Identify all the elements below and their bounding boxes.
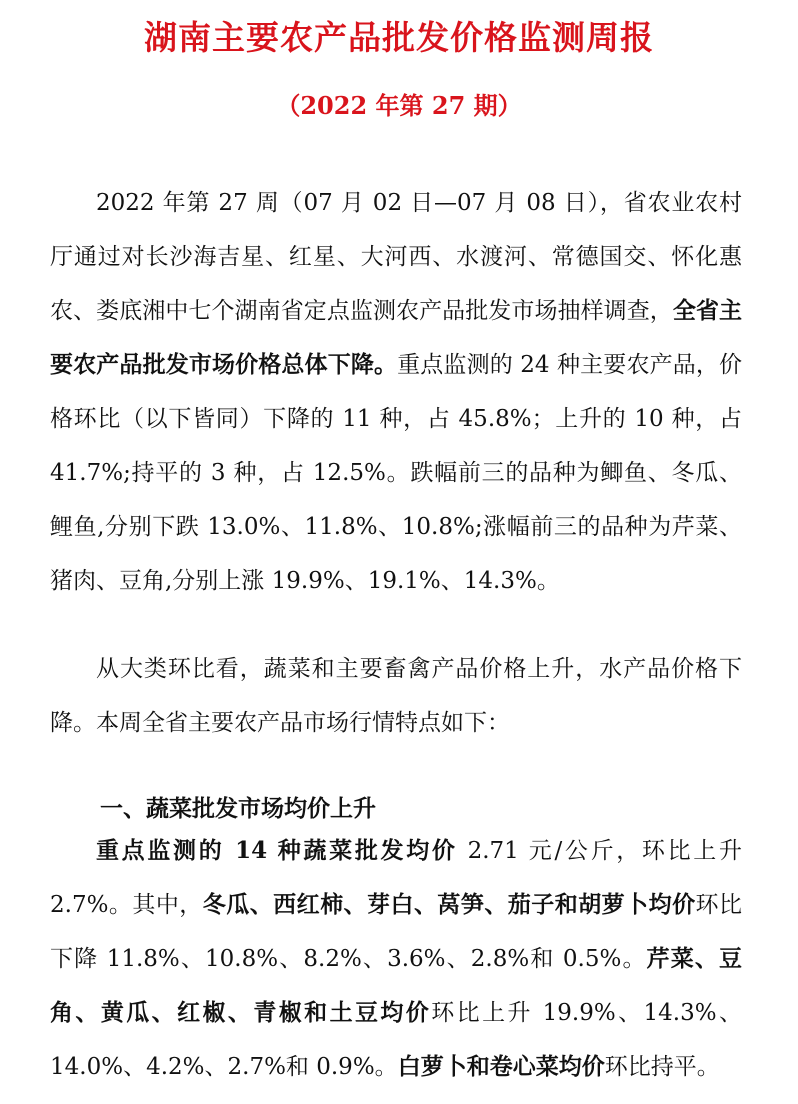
section-heading: 一、蔬菜批发市场均价上升 xyxy=(100,796,376,822)
vegetable-bold-2: 冬瓜、西红柿、芽白、莴笋、茄子和胡萝卜均价 xyxy=(202,891,696,918)
intro-paragraph xyxy=(50,176,742,608)
vegetable-bold-3: 芹菜、豆角、黄瓜、红椒、青椒和土豆均价 xyxy=(50,945,743,1026)
vegetable-bold-1: 重点监测的 14 种蔬菜批发均价 xyxy=(96,837,458,864)
vegetable-text-4: 环比持平。 xyxy=(604,1054,720,1080)
intro-text-2: 重点监测的 24 种主要农产品，价格环比（以下皆同）下降的 11 种，占 45.8%；上升的 10 种，占 41.7%;持平的 3 种，占 12.5%。跌幅前三的品种为鲫鱼、冬瓜、鲤鱼,分别下跌 13.0%、11.8%、10.8%;涨幅前三的品种为芹菜、猪肉、豆角,分别上涨 19.9%、19.1%、14.3%。 xyxy=(50,352,743,594)
report-title: 湖南主要农产品批发价格监测周报 xyxy=(144,18,654,57)
vegetable-paragraph xyxy=(50,824,742,1094)
vegetable-text-2: 环比下降 11.8%、10.8%、8.2%、3.6%、2.8%和 0.5%。 xyxy=(50,892,743,972)
intro-highlight: 全省主要农产品批发市场价格总体下降。 xyxy=(50,297,743,378)
vegetable-text-3: 环比上升 19.9%、14.3%、14.0%、4.2%、2.7%和 0.9%。 xyxy=(50,1000,742,1080)
intro-text-1: 2022 年第 27 周（07 月 02 日—07 月 08 日），省农业农村厅通过对长沙海吉星、红星、大河西、水渡河、常德国交、怀化惠农、娄底湘中七个湖南省定点监测农产品批发市场抽样调查， xyxy=(50,190,742,324)
summary-paragraph: 从大类环比看，蔬菜和主要畜禽产品价格上升，水产品价格下降。本周全省主要农产品市场行情特点如下： xyxy=(50,656,742,736)
vegetable-bold-4: 白萝卜和卷心菜均价 xyxy=(397,1053,605,1080)
vegetable-text-1: 2.71 元/公斤，环比上升 2.7%。其中， xyxy=(50,838,742,918)
issue-number: （2022 年第 27 期） xyxy=(276,91,522,120)
